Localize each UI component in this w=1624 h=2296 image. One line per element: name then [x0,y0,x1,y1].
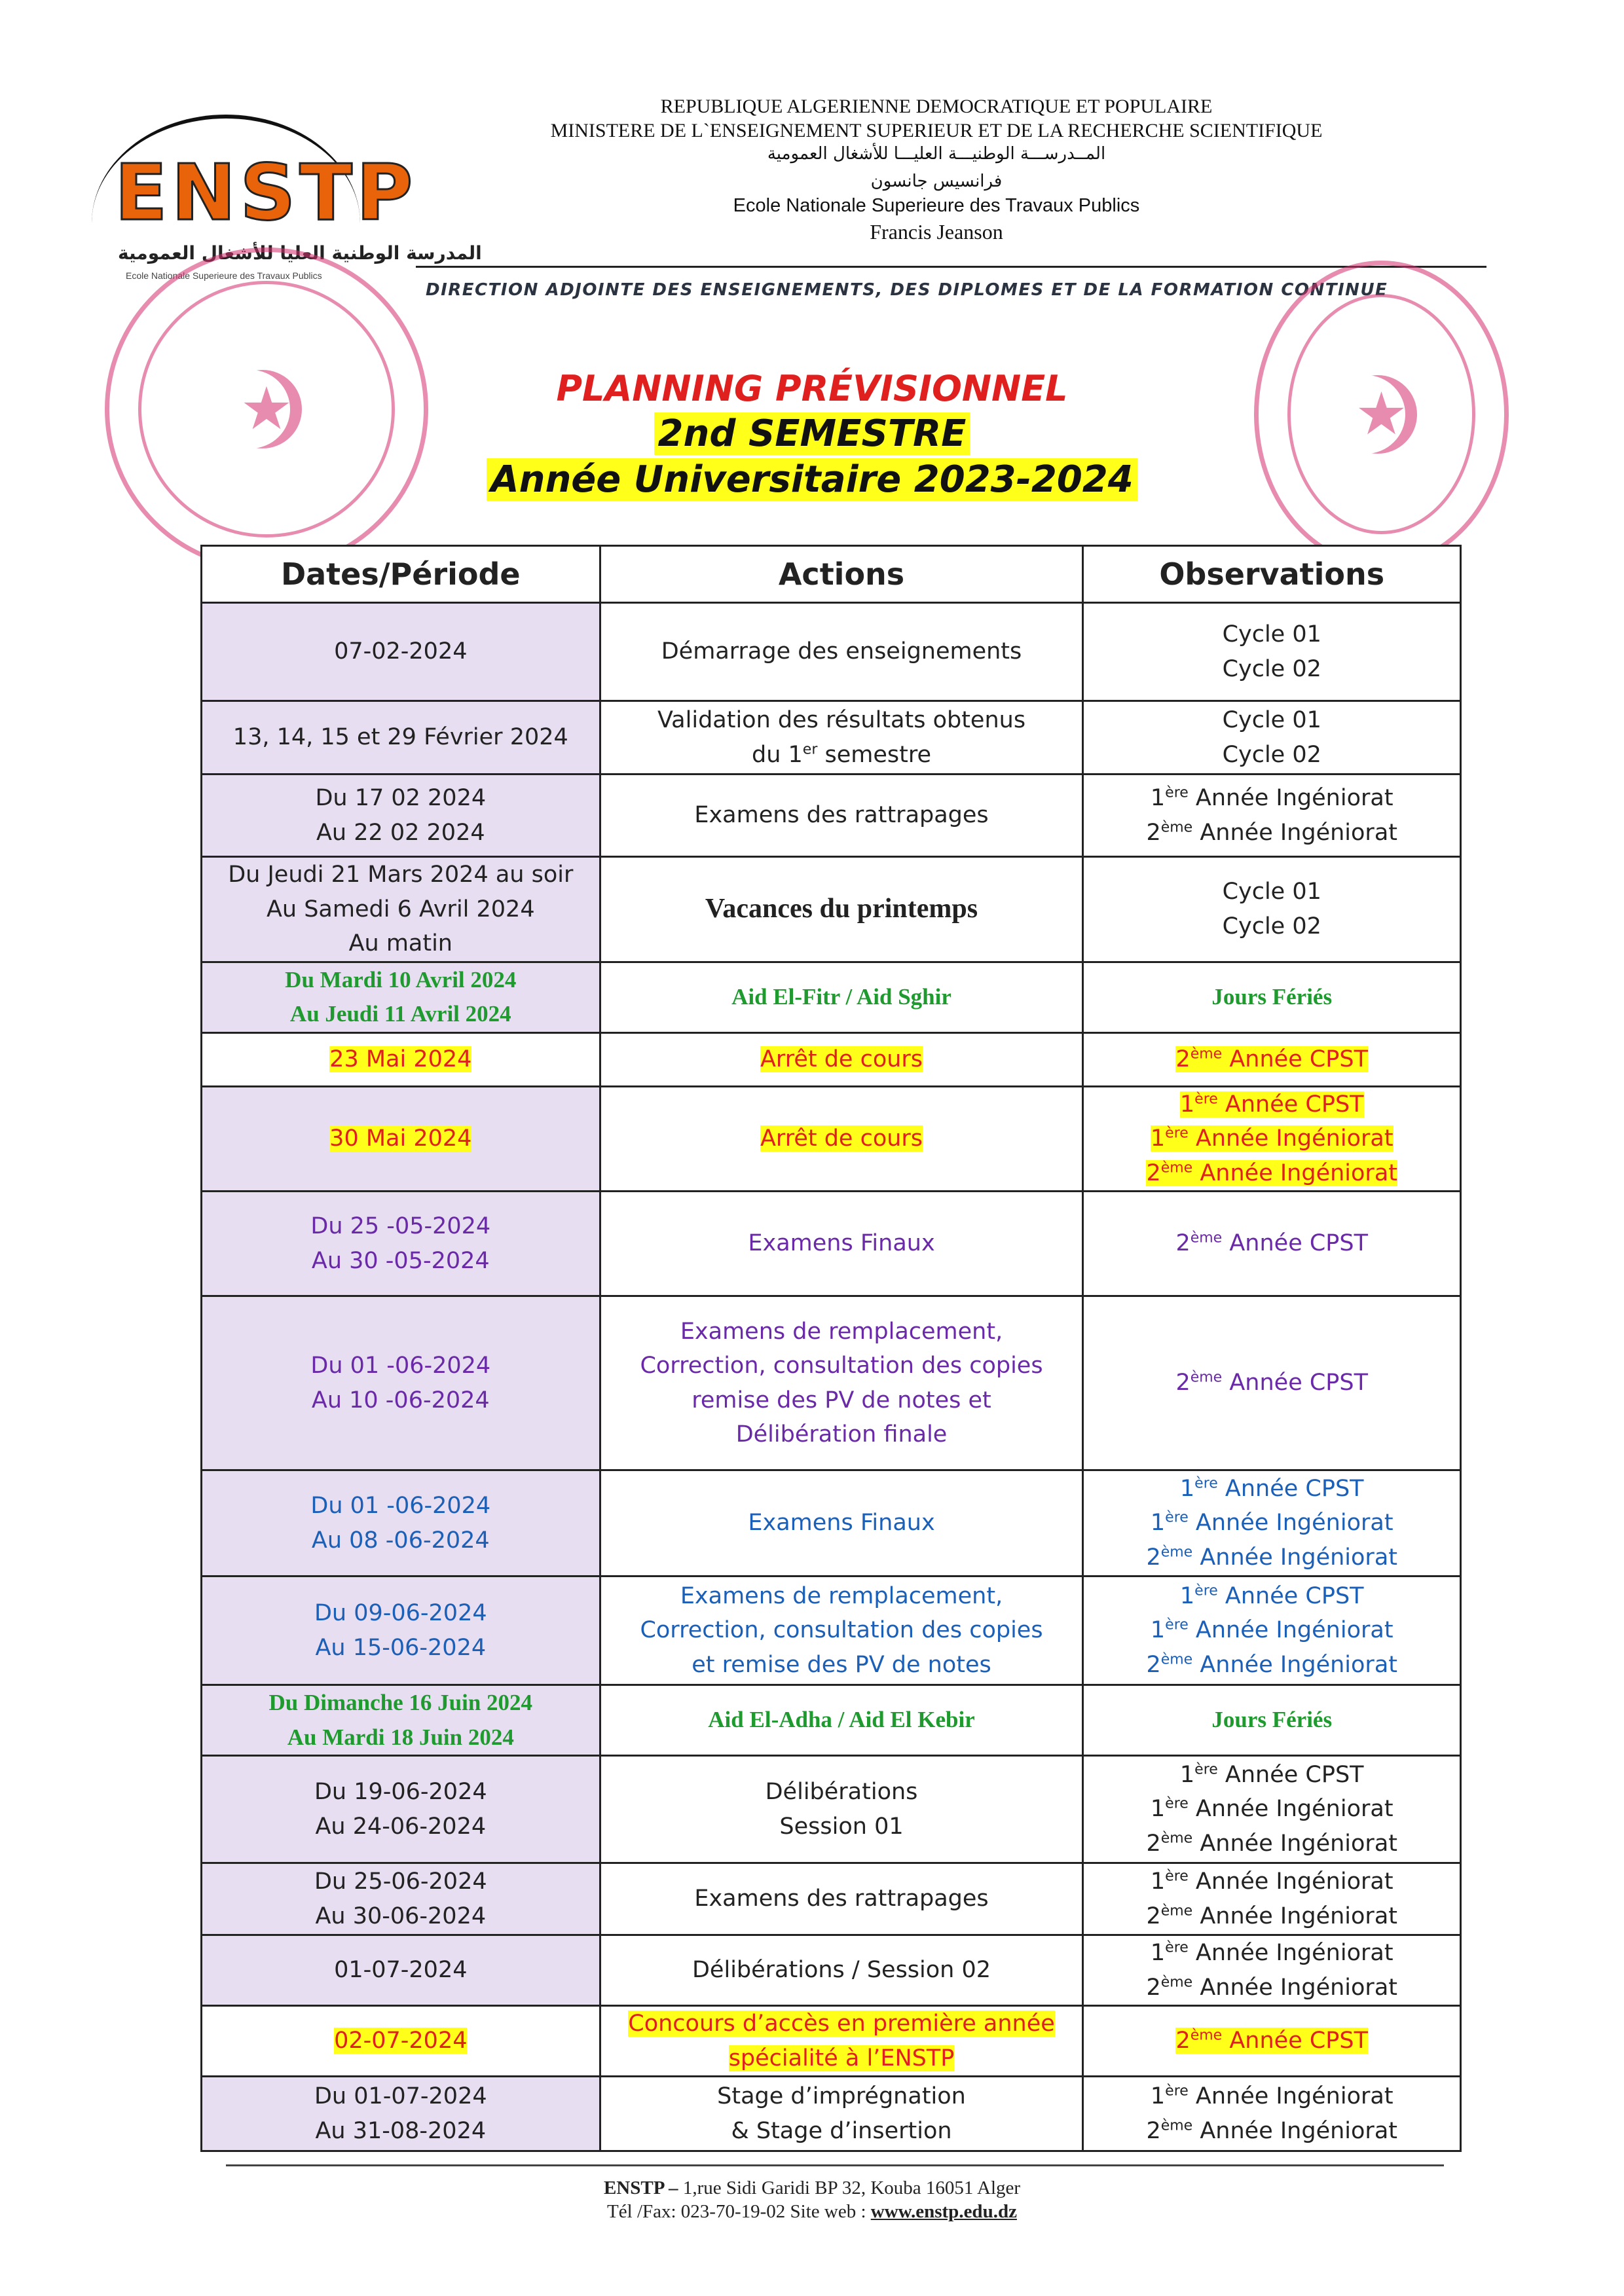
cell-dates [202,603,600,701]
observation-line: Cycle 01 [1222,879,1321,905]
date-line [209,1042,593,1077]
action-line [608,1042,1076,1077]
observation-line-highlight: 1ère Année Ingéniorat [1150,1125,1393,1152]
table-header-row [202,546,1461,603]
date-line [209,2024,593,2058]
cell-observations [1083,701,1461,774]
header-arabic-name: فرانسيس جانسون [870,172,1003,191]
footer-address: ENSTP – 1,rue Sidi Garidi BP 32, Kouba 16051 Alger [603,2178,1021,2198]
observation-line-highlight: 2ème Année Ingéniorat [1146,1159,1397,1186]
date-line: Du 01 -06-2024 [310,1353,491,1379]
action-line: du 1er semestre [752,740,932,768]
table-row [202,1935,1461,2006]
cell-observations [1083,1032,1461,1086]
observation-line: 1ère Année CPST [1179,1475,1364,1502]
observation-line: 2ème Année CPST [1175,1230,1369,1257]
cell-dates [202,1756,600,1863]
cell-dates [202,857,600,962]
cell-actions [600,1935,1083,2006]
cell-dates [202,1863,600,1935]
cell-observations [1083,1935,1461,2006]
date-line-highlight: 30 Mai 2024 [329,1125,472,1152]
observation-line: 1ère Année CPST [1179,1582,1364,1609]
action-line: Démarrage des enseignements [661,638,1022,665]
cell-dates [202,1470,600,1576]
observation-line [1090,2024,1453,2058]
action-line: Examens des rattrapages [694,1886,989,1912]
action-line: Aid El-Fitr / Aid Sghir [731,983,951,1010]
cell-observations [1083,1296,1461,1470]
action-line: Correction, consultation des copies [640,1617,1043,1644]
observation-line-highlight: 2ème Année CPST [1175,1046,1369,1072]
observation-line: 2ème Année Ingéniorat [1146,1651,1397,1678]
observation-line: 1ère Année Ingéniorat [1150,1939,1393,1966]
observation-line: 1ère Année CPST [1179,1761,1364,1788]
cell-actions [600,1470,1083,1576]
cell-actions [600,962,1083,1032]
cell-actions [600,2006,1083,2077]
cell-actions [600,1086,1083,1192]
date-line: Au 31-08-2024 [315,2117,487,2144]
observation-line: 2ème Année Ingéniorat [1146,1973,1397,2001]
observation-line: 1ère Année Ingéniorat [1150,1509,1393,1537]
action-line-highlight: Arrêt de cours [760,1046,923,1072]
action-line-highlight: Arrêt de cours [760,1125,923,1152]
cell-dates [202,1192,600,1296]
direction-title: DIRECTION ADJOINTE DES ENSEIGNEMENTS, DES DIPLOMES ET DE LA FORMATION CONTINUE [426,280,1388,300]
cell-actions [600,1756,1083,1863]
observation-line: 2ème Année Ingéniorat [1146,2117,1397,2144]
table-row [202,1685,1461,1756]
table-row [202,701,1461,774]
date-line [209,1121,593,1156]
action-line: Correction, consultation des copies [640,1353,1043,1379]
action-line: Délibérations [765,1779,918,1805]
cell-observations [1083,1192,1461,1296]
date-line: Du Jeudi 21 Mars 2024 au soir [228,862,574,888]
cell-dates [202,2077,600,2151]
table-row [202,2006,1461,2077]
date-line: Du 25-06-2024 [314,1868,487,1895]
date-line: 01-07-2024 [334,1957,468,1984]
cell-dates [202,1685,600,1756]
cell-actions [600,1576,1083,1685]
planning-title: PLANNING PRÉVISIONNEL [556,368,1068,409]
observation-line: 2ème Année Ingéniorat [1146,818,1397,846]
action-line: & Stage d’insertion [731,2117,952,2144]
cell-actions [600,701,1083,774]
cell-actions [600,857,1083,962]
observation-line [1090,1156,1453,1191]
header-ministere: MINISTERE DE L`ENSEIGNEMENT SUPERIEUR ET DE LA RECHERCHE SCIENTIFIQUE [550,120,1323,141]
action-line [608,2041,1076,2076]
date-line: Au 15-06-2024 [315,1634,487,1661]
footer-contact: Tél /Fax: 023-70-19-02 Site web : www.enstp.edu.dz [607,2201,1017,2222]
action-line-highlight: Concours d’accès en première année [628,2011,1055,2037]
cell-actions [600,603,1083,701]
date-line: Au 24-06-2024 [315,1813,487,1840]
observation-line: 2ème Année Ingéniorat [1146,1830,1397,1857]
observation-line: Cycle 01 [1222,707,1321,733]
date-line: 13, 14, 15 et 29 Février 2024 [232,724,568,751]
footer-divider [226,2164,1444,2166]
cell-dates [202,962,600,1032]
date-line: Au 30 -05-2024 [311,1247,490,1274]
logo-acronym: ENSTP [115,147,417,238]
action-line: Examens Finaux [748,1230,935,1257]
cell-actions [600,774,1083,857]
logo-french-name: Ecole Nationale Superieure des Travaux Publics [126,270,322,281]
date-line: Au 08 -06-2024 [311,1527,490,1554]
cell-actions [600,1032,1083,1086]
cell-dates [202,701,600,774]
action-line: Examens des rattrapages [694,802,989,829]
observation-line: 2ème Année Ingéniorat [1146,1902,1397,1929]
observation-line: 1ère Année Ingéniorat [1150,1616,1393,1644]
observation-line: Cycle 02 [1222,913,1321,939]
year-title: Année Universitaire 2023-2024 [0,458,1624,501]
table-row [202,1296,1461,1470]
date-line: Au 30-06-2024 [315,1903,487,1929]
date-line: Du Mardi 10 Avril 2024 [285,966,517,993]
cell-observations [1083,603,1461,701]
observation-line [1090,1121,1453,1156]
action-line: Délibération finale [735,1421,948,1448]
action-line: Stage d’imprégnation [717,2083,966,2109]
action-line: Vacances du printemps [705,894,978,924]
date-line: Du 01 -06-2024 [310,1493,491,1519]
observation-line-highlight: 2ème Année CPST [1175,2027,1369,2054]
action-line: Examens de remplacement, [680,1318,1003,1345]
cell-actions [600,2077,1083,2151]
action-line: Validation des résultats obtenus [657,707,1026,733]
date-line: Au 10 -06-2024 [311,1387,490,1413]
table-row [202,774,1461,857]
table-row [202,1756,1461,1863]
date-line: Du 17 02 2024 [315,785,487,811]
observation-line: 2ème Année Ingéniorat [1146,1544,1397,1571]
action-line: Examens Finaux [748,1510,935,1537]
cell-observations [1083,1086,1461,1192]
date-line: Du 25 -05-2024 [310,1213,491,1239]
action-line: remise des PV de notes et [692,1387,991,1413]
observation-line-highlight: 1ère Année CPST [1179,1090,1364,1118]
observation-line: 1ère Année Ingéniorat [1150,2083,1393,2109]
table-row [202,1192,1461,1296]
action-line-highlight: spécialité à l’ENSTP [728,2045,955,2071]
header-actions: Actions [600,546,1083,603]
header-francis-jeanson: Francis Jeanson [870,220,1003,244]
observation-line: 1ère Année Ingéniorat [1150,1795,1393,1823]
date-line-highlight: 02-07-2024 [334,2028,468,2054]
date-line: Du 01-07-2024 [314,2083,487,2109]
observation-line: 1ère Année Ingéniorat [1150,1868,1393,1895]
cell-actions [600,1685,1083,1756]
date-line: Du 19-06-2024 [314,1779,487,1805]
action-line: et remise des PV de notes [692,1651,991,1678]
table-row [202,1086,1461,1192]
cell-observations [1083,1576,1461,1685]
date-line: Du 09-06-2024 [314,1600,487,1626]
observation-line [1090,1042,1453,1077]
cell-dates [202,1086,600,1192]
table-row [202,857,1461,962]
observation-line: 1ère Année Ingéniorat [1150,784,1393,811]
header-republique: REPUBLIQUE ALGERIENNE DEMOCRATIQUE ET POPULAIRE [660,96,1213,117]
planning-table [200,545,1462,2152]
table-row [202,1032,1461,1086]
cell-actions [600,1296,1083,1470]
cell-dates [202,1032,600,1086]
action-line: Examens de remplacement, [680,1582,1003,1609]
action-line: Session 01 [779,1813,904,1840]
cell-observations [1083,1470,1461,1576]
observation-line [1090,1087,1453,1122]
date-line: Au Mardi 18 Juin 2024 [287,1724,514,1750]
header-divider [416,266,1486,268]
cell-observations [1083,962,1461,1032]
table-row [202,962,1461,1032]
date-line: Du Dimanche 16 Juin 2024 [268,1690,533,1715]
action-line: Aid El-Adha / Aid El Kebir [708,1707,975,1733]
table-row [202,603,1461,701]
header-ecole: Ecole Nationale Superieure des Travaux Publics [733,195,1140,216]
cell-observations [1083,2077,1461,2151]
table-row [202,1863,1461,1935]
cell-observations [1083,1685,1461,1756]
cell-observations [1083,1756,1461,1863]
date-line-highlight: 23 Mai 2024 [329,1046,472,1072]
website-link[interactable]: www.enstp.edu.dz [870,2201,1017,2222]
action-line [608,1121,1076,1156]
header-arabic-school: المــدرســـة الوطنيـــة العليـــا للأشغال العمومية [767,144,1106,164]
date-line: Au Jeudi 11 Avril 2024 [289,1001,511,1027]
cell-dates [202,2006,600,2077]
action-line [608,2007,1076,2041]
cell-dates [202,1576,600,1685]
logo-arabic-name: المدرسة الوطنية العليا للأشغال العمومية [118,242,482,264]
date-line: Au 22 02 2024 [316,819,485,846]
observation-line: Cycle 02 [1222,655,1321,682]
observation-line: 2ème Année CPST [1175,1369,1369,1396]
cell-observations [1083,2006,1461,2077]
cell-dates [202,1296,600,1470]
cell-dates [202,1935,600,2006]
observation-line: Jours Fériés [1211,983,1333,1010]
cell-actions [600,1863,1083,1935]
table-row [202,1470,1461,1576]
date-line: Au matin [348,930,452,957]
cell-actions [600,1192,1083,1296]
table-row [202,2077,1461,2151]
semester-title: 2nd SEMESTRE [0,412,1624,455]
table-body [202,603,1461,2151]
enstp-logo [79,115,482,281]
observation-line: Cycle 02 [1222,741,1321,768]
official-stamp-right: ★ [1254,261,1509,568]
cell-observations [1083,857,1461,962]
action-line: Délibérations / Session 02 [692,1957,991,1984]
table-row [202,1576,1461,1685]
header-dates: Dates/Période [202,546,600,603]
cell-observations [1083,1863,1461,1935]
cell-observations [1083,774,1461,857]
date-line: Au Samedi 6 Avril 2024 [266,896,535,922]
header-observations: Observations [1083,546,1461,603]
observation-line: Cycle 01 [1222,621,1321,647]
cell-dates [202,774,600,857]
official-stamp-left: ★ [105,247,428,571]
date-line: 07-02-2024 [334,638,468,665]
observation-line: Jours Fériés [1211,1707,1333,1733]
